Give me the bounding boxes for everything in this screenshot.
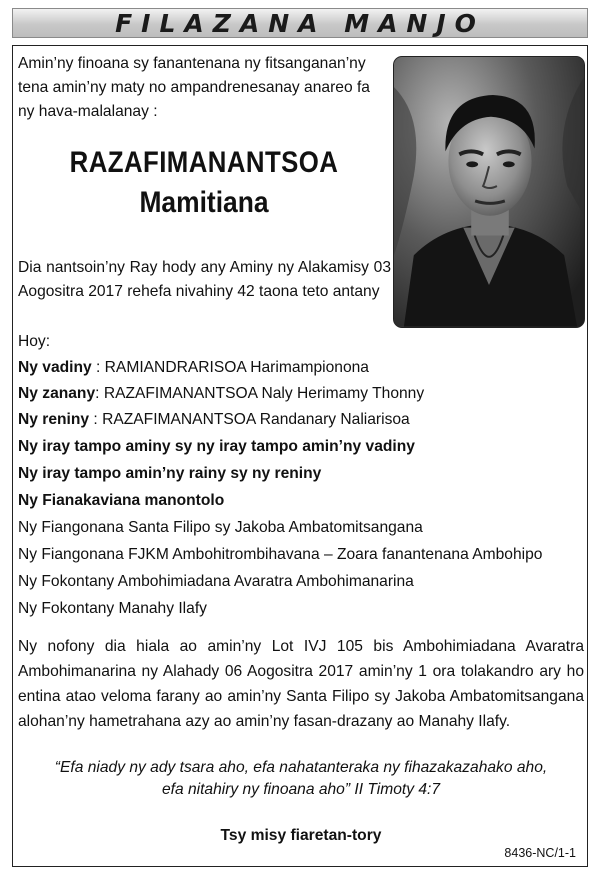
family-line-spouse bbox=[18, 358, 588, 378]
family-value: RAMIANDRARISOA Harimampionona bbox=[104, 359, 369, 376]
notice-header bbox=[12, 8, 588, 38]
family-separator: : bbox=[95, 385, 104, 402]
community-line: Ny Fokontany Manahy Ilafy bbox=[18, 600, 207, 617]
mourner-line: Ny Fianakaviana manontolo bbox=[18, 492, 225, 509]
family-label: Ny reniny bbox=[18, 411, 90, 428]
family-value: RAZAFIMANANTSOA Randanary Naliarisoa bbox=[102, 411, 410, 428]
bible-quote bbox=[18, 757, 584, 801]
death-notice: Dia nantsoin’ny Ray hody any Aminy ny Alakamisy 03 Aogositra 2017 rehefa nivahiny 42 taona teto antany bbox=[18, 259, 391, 300]
mourner-line: Ny iray tampo amin’ny rainy sy ny reniny bbox=[18, 465, 322, 482]
family-label: Ny zanany bbox=[18, 385, 96, 402]
portrait-photo bbox=[393, 56, 585, 328]
community-line: Ny Fiangonana Santa Filipo sy Jakoba Ambatomitsangana bbox=[18, 519, 423, 536]
quote-line-2: efa nitahiry ny finoana aho” II Timoty 4:7 bbox=[161, 781, 441, 798]
closing-note: Tsy misy fiaretan-tory bbox=[220, 827, 382, 844]
notice-title: FILAZANA MANJO bbox=[115, 8, 485, 38]
intro-text: Amin’ny finoana sy fanantenana ny fitsanganan’ny tena amin’ny maty no ampandrenesanay anareo fa ny hava-malalanay : bbox=[18, 55, 370, 120]
quote-line-1: “Efa niady ny ady tsara aho, efa nahatanteraka ny fihazakazahako aho, bbox=[54, 759, 548, 776]
family-label: Ny vadiny bbox=[18, 359, 92, 376]
deceased-surname: RAZAFIMANANTSOA bbox=[69, 146, 339, 179]
family-separator: : bbox=[91, 359, 105, 376]
hoy-label: Hoy: bbox=[18, 333, 51, 350]
mourner-line: Ny iray tampo aminy sy ny iray tampo amin’ny vadiny bbox=[18, 438, 415, 455]
deceased-firstname: Mamitiana bbox=[139, 186, 269, 219]
community-line: Ny Fiangonana FJKM Ambohitrombihavana – Zoara fanantenana Ambohipo bbox=[18, 546, 543, 563]
funeral-paragraph: Ny nofony dia hiala ao amin’ny Lot IVJ 105 bis Ambohimiadana Avaratra Ambohimanarina ny Alahady 06 Aogositra 2017 amin’ny 1 ora tolakandro ary ho entina atao veloma farany ao amin’ny Santa Filipo sy Jakoba Ambatomitsangana alohan’ny hametrahana azy ao amin’ny fasan-drazany ao Manahy Ilafy. bbox=[18, 638, 584, 730]
community-line: Ny Fokontany Ambohimiadana Avaratra Ambohimanarina bbox=[18, 573, 414, 590]
family-line-mother bbox=[18, 410, 588, 430]
reference-code: 8436-NC/1-1 bbox=[504, 846, 576, 860]
family-value: RAZAFIMANANTSOA Naly Herimamy Thonny bbox=[103, 385, 425, 402]
family-line-children bbox=[18, 384, 588, 404]
family-separator: : bbox=[89, 411, 103, 428]
